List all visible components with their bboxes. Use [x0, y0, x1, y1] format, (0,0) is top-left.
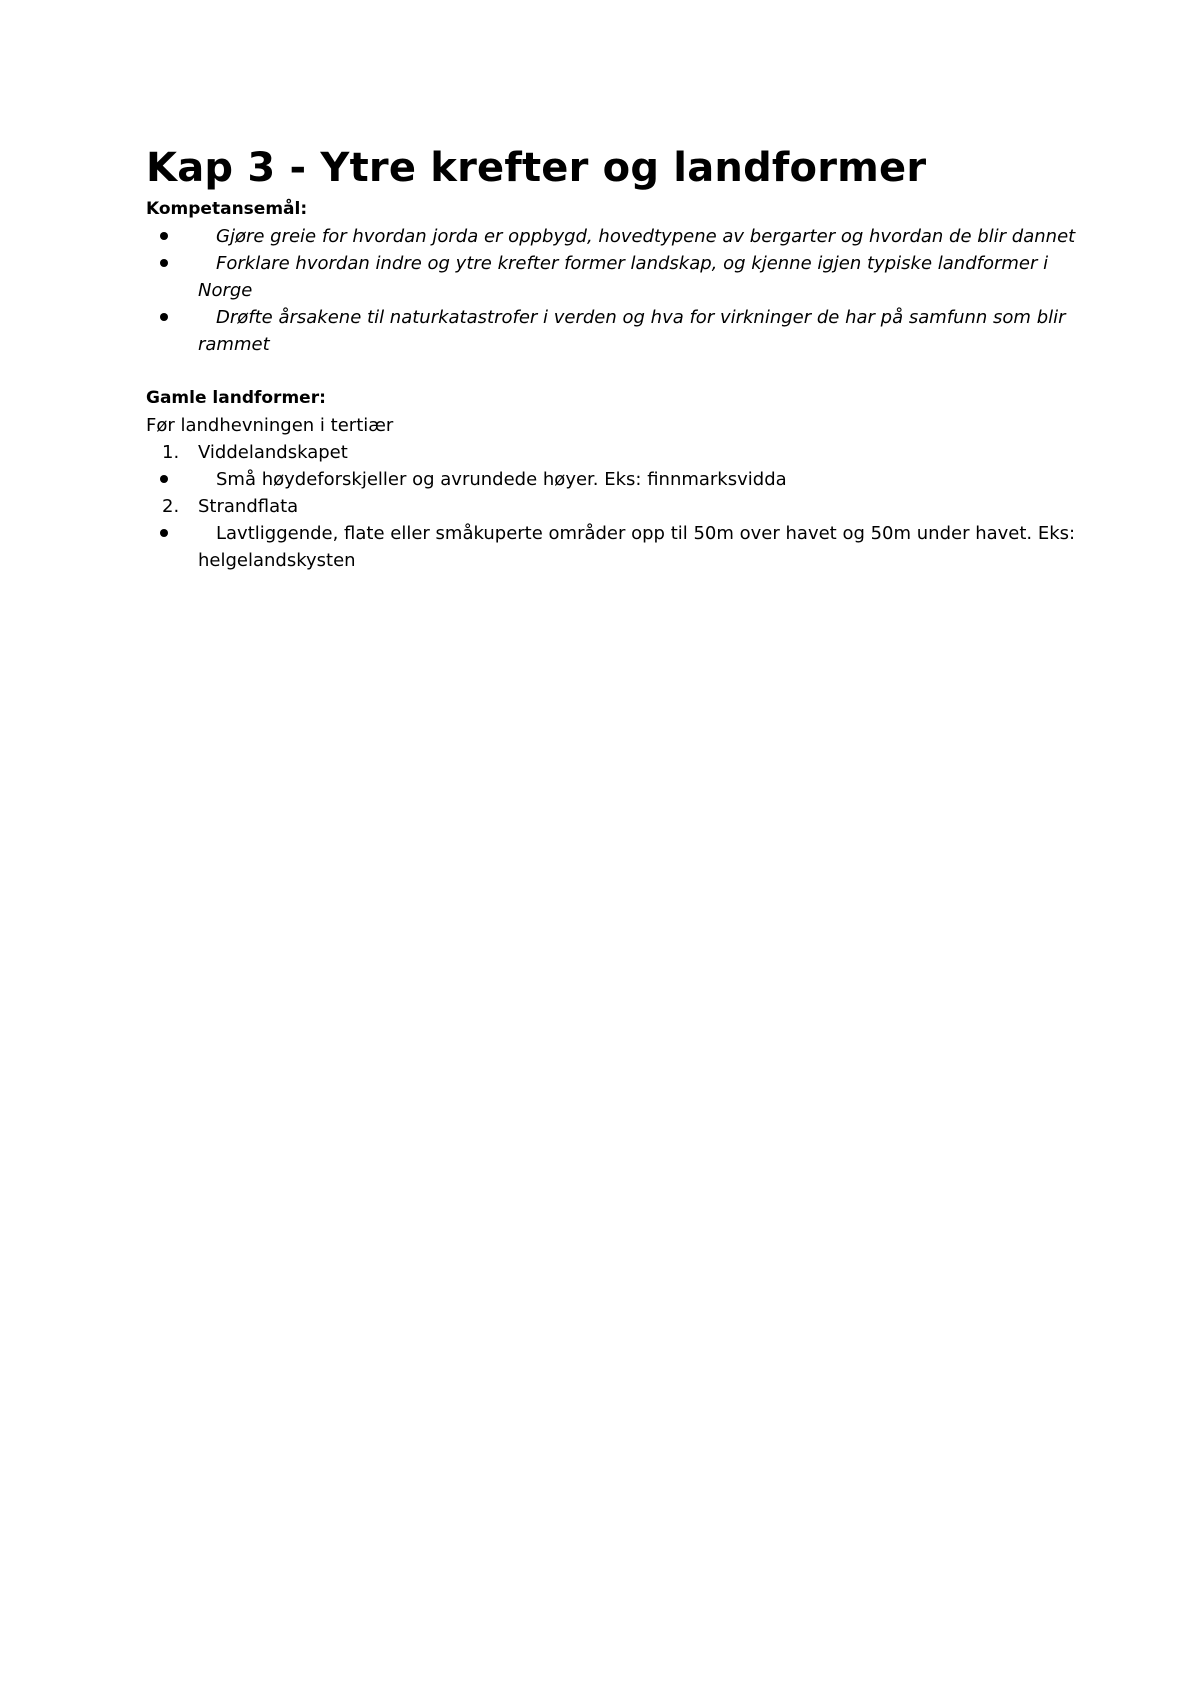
landform-description-text: Lavtliggende, flate eller småkuperte områder opp til 50m over havet og 50m under havet. Eks: helgelandskysten — [198, 523, 1076, 571]
landform-description — [146, 466, 1076, 493]
bullet-icon — [160, 232, 168, 240]
competence-list — [146, 223, 1076, 358]
bullet-icon — [160, 259, 168, 267]
landform-item — [146, 439, 1076, 466]
competence-item — [146, 223, 1076, 250]
landform-name: Viddelandskapet — [198, 442, 348, 463]
page-title: Kap 3 - Ytre krefter og landformer — [146, 145, 927, 191]
landforms-list — [146, 439, 1076, 574]
bullet-icon — [160, 529, 168, 537]
landform-description — [146, 520, 1076, 574]
landform-item — [146, 493, 1076, 520]
list-number: 1. — [162, 442, 180, 463]
paragraph-spacer — [146, 358, 1076, 385]
competence-item-text: Gjøre greie for hvordan jorda er oppbygd, hovedtypene av bergarter og hvordan de blir dannet — [216, 226, 1076, 247]
list-number: 2. — [162, 496, 180, 517]
landform-description-text: Små høydeforskjeller og avrundede høyer. Eks: finnmarksvidda — [216, 469, 787, 490]
bullet-icon — [160, 475, 168, 483]
competence-item — [146, 304, 1076, 358]
competence-item-text: Drøfte årsakene til naturkatastrofer i verden og hva for virkninger de har på samfunn som blir rammet — [198, 307, 1066, 355]
document-content — [146, 140, 1076, 574]
bullet-icon — [160, 313, 168, 321]
old-landforms-intro: Før landhevningen i tertiær — [146, 415, 394, 436]
competence-item — [146, 250, 1076, 304]
landform-name: Strandflata — [198, 496, 299, 517]
competence-item-text: Forklare hvordan indre og ytre krefter former landskap, og kjenne igjen typiske landformer i Norge — [198, 253, 1049, 301]
competence-heading: Kompetansemål: — [146, 199, 308, 219]
old-landforms-heading: Gamle landformer: — [146, 388, 326, 408]
